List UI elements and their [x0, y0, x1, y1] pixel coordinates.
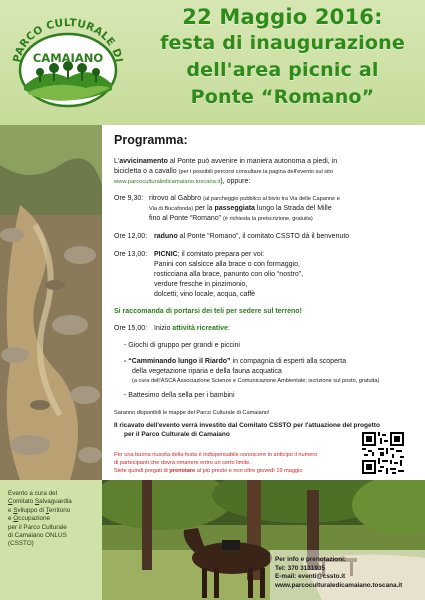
proceeds-line-2: per il Parco Culturale di Camaiano: [124, 431, 230, 438]
organizer-initial: T: [45, 506, 49, 514]
logo-text-camaiano: CAMAIANO: [32, 51, 104, 65]
reminder-text: Si raccomanda di portarsi dei teli per sedere sul terreno!: [114, 308, 302, 315]
event-note: Via di Bucafonda): [149, 206, 194, 212]
organizer-initial: S: [34, 498, 40, 506]
booking-highlight: prenotare: [169, 468, 196, 474]
intro-text: bicicletta o a cavallo: [114, 168, 179, 175]
organizer-line: per il Parco Culturale: [8, 523, 67, 531]
event-text: per la: [193, 205, 215, 212]
contact-info: [275, 556, 425, 590]
contact-website[interactable]: www.parcoculturaledicamaiano.toscana.it: [275, 581, 403, 589]
title-line-2: festa di inaugurazione: [160, 32, 405, 54]
booking-text: Siete quindi pregati di: [114, 468, 170, 474]
intro-text: al Ponte può avvenire in maniera autonoma a piedi, in: [167, 158, 338, 165]
organizer-word: e: [8, 506, 14, 514]
organizer-panel: [0, 480, 102, 600]
booking-line-3: [114, 468, 302, 474]
event-text: :: [227, 325, 230, 332]
event-date: 22 Maggio 2016:: [182, 5, 383, 29]
intro-text: L': [114, 158, 120, 165]
qr-code[interactable]: [362, 432, 404, 474]
contact-phone[interactable]: Tel: 370 3131935: [275, 564, 325, 572]
contact-email[interactable]: E-mail: eventi@cssto.it: [275, 573, 346, 580]
organizer-line: Evento a cura del: [8, 490, 58, 497]
organizer-word: e: [8, 515, 14, 523]
event-note: (al parcheggio pubblico al bivio tra Via delle Capanne e: [203, 196, 340, 202]
event-highlight: attività ricreative: [172, 325, 228, 332]
organizer-word: viluppo di: [17, 506, 46, 514]
menu-line-1: Panini con salsicce alla brace o con formaggio,: [154, 261, 300, 268]
event-3-time: Ore 13,00:: [114, 251, 148, 258]
event-1-line-3: [149, 214, 313, 225]
event-1-line-1: [149, 194, 340, 205]
header-banner: [0, 0, 425, 125]
organizer-word: erritorio: [48, 506, 71, 514]
proceeds-line-1: Il ricavato dell'evento verrà investito dal Comitato CSSTO per l'attuazione del progetto: [114, 422, 380, 429]
event-text: lungo la Strada del Mille: [254, 205, 332, 212]
program-content: [102, 125, 425, 480]
booking-text: al più presto e non oltre giovedì 19 maggio: [195, 468, 303, 474]
event-1-line-2: [149, 204, 332, 215]
event-4-time: Ore 15,00:: [114, 325, 148, 332]
menu-line-2: rosticciana alla brace, panunto con olio “nostro”,: [154, 271, 304, 278]
organizer-line: [8, 498, 96, 506]
organizer-word: alvaguardia: [39, 498, 72, 506]
booking-line-1: Per una buona riuscita della festa è indispensabile conoscere in anticipo il numero: [114, 452, 318, 458]
title-line-3: dell'area picnic al: [186, 59, 379, 81]
maps-note: Saranno disponibili le mappe del Parco Culturale di Camaiano!: [114, 410, 270, 416]
event-1-time: Ore 9,30:: [114, 195, 144, 202]
booking-line-2: di partecipanti che dovrà rimanere entro un certo limite.: [114, 460, 251, 466]
event-2-time: Ore 12,00:: [114, 233, 148, 240]
title-line-4: Ponte “Romano”: [190, 86, 375, 108]
stream-photo: [0, 125, 102, 480]
website-link[interactable]: www.parcoculturaledicamaiano.toscana.it: [114, 179, 221, 185]
activity-text: in compagnia di esperti alla scoperta: [230, 358, 347, 365]
organizer-word: omitato: [12, 498, 35, 506]
event-highlight: raduno: [154, 233, 178, 240]
header-title: [140, 4, 425, 111]
organizer-initial: S: [13, 506, 18, 514]
activity-2-note: (a cura dell'ASCA Associazione Scienze e Comunicazione Ambientale; iscrizione sul posto, gratuita): [132, 378, 380, 384]
activity-1: - Giochi di gruppo per grandi e piccini: [124, 342, 240, 349]
intro-line-3: [114, 177, 250, 188]
intro-line-1: [114, 157, 337, 167]
organizer-initial: O: [13, 515, 19, 523]
event-highlight: PICNIC: [154, 251, 178, 258]
event-highlight: passeggiata: [214, 205, 255, 212]
activity-2-line-1: [124, 357, 346, 367]
event-2-line: [154, 232, 349, 242]
activity-3: - Battesimo della sella per i bambini: [124, 392, 235, 399]
activity-2-line-2: della vegetazione riparia e della fauna acquatica: [132, 368, 282, 375]
organizer-line: [8, 507, 96, 515]
organizer-initial: C: [8, 498, 13, 506]
event-note: (è richiesta la preiscrizione, gratuita): [222, 216, 313, 222]
intro-text: ), oppure:: [220, 178, 251, 185]
organizer-line: [8, 515, 96, 523]
event-text: ; il comitato prepara per voi:: [177, 251, 265, 258]
organizer-line: (CSSTO): [8, 540, 34, 548]
organizer-line: di Camaiano ONLUS: [8, 532, 67, 540]
event-text: ritrovo al Gabbro: [149, 195, 204, 202]
intro-highlight: avvicinamento: [119, 158, 168, 165]
intro-note: (per i possibili percorsi consultare la pagina dell'evento sul sito: [178, 169, 333, 175]
activity-highlight: - “Camminando lungo il Riardo”: [124, 358, 231, 365]
event-text: Inizio: [154, 325, 173, 332]
logo-text-arc: PARCO CULTURALE DI: [11, 16, 125, 64]
organizer-word: ccupazione: [18, 515, 51, 523]
event-text: al Ponte “Romano”, il comitato CSSTO dà il benvenuto: [177, 233, 350, 240]
event-3-line: [154, 250, 264, 260]
event-text: fino al Ponte “Romano”: [149, 215, 223, 222]
program-title: Programma:: [114, 133, 188, 147]
event-4-line: [154, 324, 230, 334]
contact-title: Per info e prenotazioni:: [275, 556, 347, 563]
menu-line-3: verdure fresche in pinzimonio,: [154, 281, 248, 288]
menu-line-4: dolcetti; vino locale, acqua, caffè: [154, 291, 256, 298]
intro-line-2: [114, 167, 333, 178]
organizer-text: [8, 490, 96, 549]
parco-logo: [6, 14, 130, 109]
